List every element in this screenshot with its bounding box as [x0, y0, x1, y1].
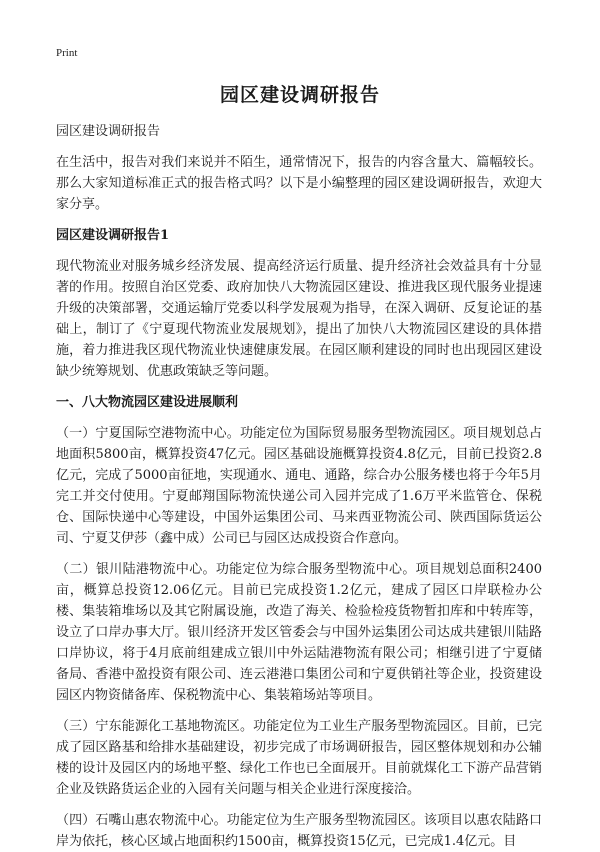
paragraph-item-1: （一）宁夏国际空港物流中心。功能定位为国际贸易服务型物流园区。项目规划总占地面积5800亩，概算投资47亿元。园区基础设施概算投资4.8亿元，目前已投资2.8亿元，完成了5000亩征地，实现通水、通电、通路，综合办公服务楼也将于今年5月完工并交付使用。宁夏邮翔国际物流快递公司入园并完成了1.6万平米监管仓、保税仓、国际快递中心等建设，中国外运集团公司、马来西亚物流公司、陕西国际货运公司、宁夏艾伊莎（鑫中成）公司已与园区达成投资合作意向。 [56, 426, 542, 546]
document-subtitle: 园区建设调研报告 [56, 124, 161, 139]
print-label[interactable]: Print [56, 47, 78, 59]
document-body [56, 121, 542, 852]
section-heading-1: 园区建设调研报告1 [56, 228, 170, 243]
section-heading-2: 一、八大物流园区建设进展顺利 [56, 395, 239, 410]
paragraph-item-3: （三）宁东能源化工基地物流区。功能定位为工业生产服务型物流园区。目前，已完成了园区路基和给排水基础建设，初步完成了市场调研报告，园区整体规划和办公辅楼的设计及园区内的场地平整、绿化工作也已全面展开。目前就煤化工下游产品营销企业及铁路货运企业的入园有关问题与相关企业进行深度接洽。 [56, 719, 542, 797]
page-title: 园区建设调研报告 [219, 84, 380, 106]
paragraph-1: 现代物流业对服务城乡经济发展、提高经济运行质量、提升经济社会效益具有十分显著的作用。按照自治区党委、政府加快八大物流园区建设、推进我区现代服务业提速升级的决策部署，交通运输厅党委以科学发展观为指导，在深入调研、反复论证的基础上，制订了《宁夏现代物流业发展规划》，提出了加快八大物流园区建设的具体措施，着力推进我区现代物流业快速健康发展。在园区顺利建设的同时也出现园区建设缺少统筹规划、优惠政策缺乏等问题。 [56, 259, 542, 379]
paragraph-item-4: （四）石嘴山惠农物流中心。功能定位为生产服务型物流园区。该项目以惠农陆路口岸为依托，核心区域占地面积约1500亩，概算投资15亿元，已完成1.4亿元。目 [56, 813, 542, 849]
intro-paragraph: 在生活中，报告对我们来说并不陌生，通常情况下，报告的内容含量大、篇幅较长。那么大家知道标准正式的报告格式吗？以下是小编整理的园区建设调研报告，欢迎大家分享。 [56, 155, 542, 212]
paragraph-item-2: （二）银川陆港物流中心。功能定位为综合服务型物流中心。项目规划总面积2400亩，概算总投资12.06亿元。目前已完成投资1.2亿元，建成了园区口岸联检办公楼、集装箱堆场以及其它附属设施，改造了海关、检验检疫货物暂扣库和中转库等，设立了口岸办事大厅。银川经济开发区管委会与中国外运集团公司达成共建银川陆路口岸协议，将于4月底前组建成立银川中外运陆港物流有限公司；相继引进了宁夏储备局、香港中盈投资有限公司、连云港港口集团公司和宁夏供销社等企业，投资建设园区内物资储备库、保税物流中心、集装箱场站等项目。 [56, 562, 542, 703]
